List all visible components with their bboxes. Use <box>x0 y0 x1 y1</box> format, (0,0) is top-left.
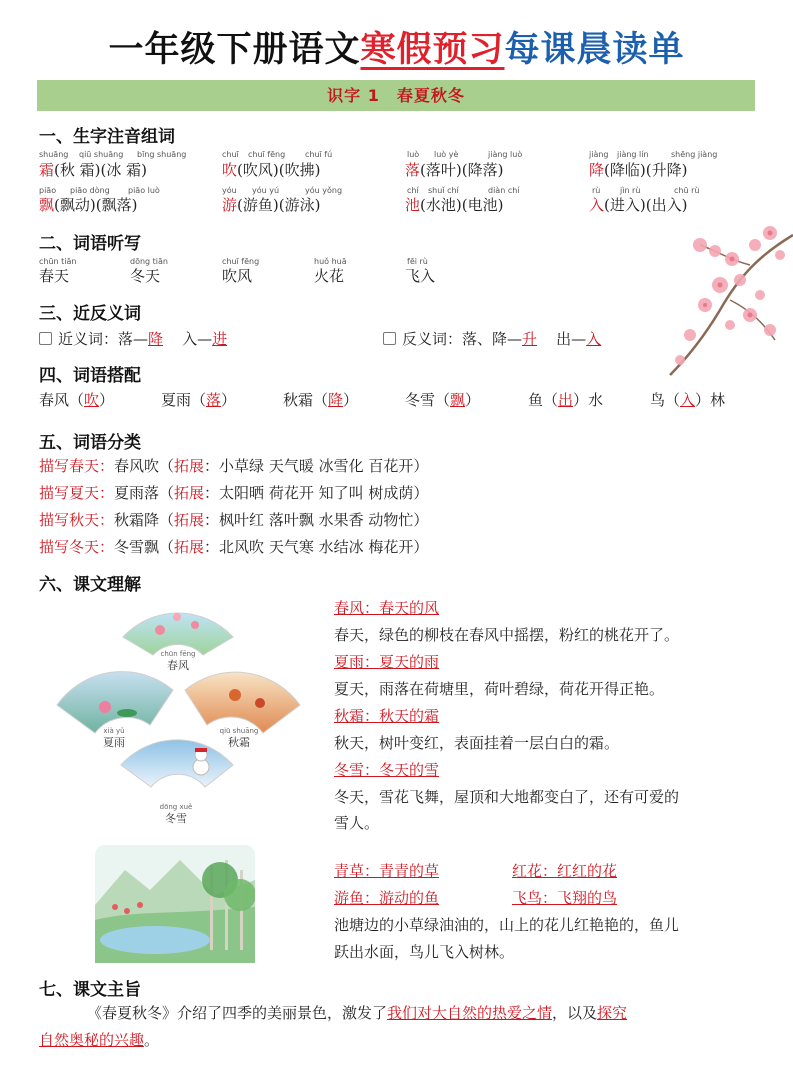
blossom-branch-decoration <box>660 215 793 385</box>
char-entry: 霜(秋 霜)(冰 霜) <box>39 161 147 179</box>
section-6-heading: 六、课文理解 <box>39 575 141 595</box>
dictation-word: 吹风 <box>222 267 253 285</box>
title-part-3: 每课晨读单 <box>504 30 685 70</box>
collocation-item: 鱼（出）水 <box>528 391 604 409</box>
collocation-item: 夏雨（落） <box>161 391 237 409</box>
dictation-word: 飞入 <box>405 267 436 285</box>
synonyms-row: 近义词：落—降 入—进 <box>39 328 227 349</box>
section-2-heading: 二、词语听写 <box>39 234 141 254</box>
note-icon <box>39 332 52 345</box>
para-text: 雪人。 <box>334 814 380 832</box>
fan-label-spring: 春风 <box>167 659 189 672</box>
collocation-item: 春风（吹） <box>39 391 115 409</box>
para-heading: 夏雨：夏天的雨 <box>334 653 440 671</box>
char-entry: 飘(飘动)(飘落) <box>39 196 138 214</box>
antonyms-row: 反义词：落、降—升 出—入 <box>383 328 601 349</box>
char-entry: 入(进入)(出入) <box>589 196 688 214</box>
title-part-1: 一年级下册语文 <box>108 30 361 70</box>
gloss-item: 飞鸟：飞翔的鸟 <box>512 889 618 907</box>
para-heading: 冬雪：冬天的雪 <box>334 761 440 779</box>
para-text: 夏天，雨落在荷塘里，荷叶碧绿，荷花开得正艳。 <box>334 680 665 698</box>
gloss-item: 青草：青青的草 <box>334 862 440 880</box>
dictation-word: 火花 <box>314 267 345 285</box>
gloss-item: 红花：红红的花 <box>512 862 618 880</box>
autumn-fan <box>185 672 300 733</box>
section-3-heading: 三、近反义词 <box>39 304 141 324</box>
section-5-heading: 五、词语分类 <box>39 433 141 453</box>
para-text: 冬天，雪花飞舞，屋顶和大地都变白了，还有可爱的 <box>334 788 680 806</box>
classification-row: 描写秋天：秋霜降（拓展：枫叶红 落叶飘 水果香 动物忙） <box>39 511 429 529</box>
collocation-item: 冬雪（飘） <box>405 391 481 409</box>
season-fans-illustration <box>55 595 305 810</box>
fan-label-autumn: 秋霜 <box>228 736 250 749</box>
spring-fan <box>123 613 233 655</box>
fan-label-winter: 冬雪 <box>165 812 187 825</box>
para-text: 跃出水面，鸟儿飞入树林。 <box>334 943 515 961</box>
char-entry: 落(落叶)(降落) <box>405 161 504 179</box>
para-text: 秋天，树叶变红，表面挂着一层白白的霜。 <box>334 734 620 752</box>
dictation-word: 冬天 <box>130 267 161 285</box>
dictation-word: 春天 <box>39 267 70 285</box>
theme-line-1: 《春夏秋冬》介绍了四季的美丽景色，激发了我们对大自然的热爱之情，以及探究 <box>87 1004 628 1022</box>
fan-pinyin: dōng xuě <box>159 803 193 811</box>
para-heading: 秋霜：秋天的霜 <box>334 707 440 725</box>
note-icon <box>383 332 396 345</box>
section-4-heading: 四、词语搭配 <box>39 366 141 386</box>
para-text: 春天，绿色的柳枝在春风中摇摆，粉红的桃花开了。 <box>334 626 680 644</box>
char-entry: 吹(吹风)(吹拂) <box>222 161 321 179</box>
gloss-item: 游鱼：游动的鱼 <box>334 889 440 907</box>
title-part-2: 寒假预习 <box>360 30 505 70</box>
classification-row: 描写春天：春风吹（拓展：小草绿 天气暖 冰雪化 百花开） <box>39 457 429 475</box>
landscape-illustration <box>95 845 255 963</box>
classification-row: 描写夏天：夏雨落（拓展：太阳晒 荷花开 知了叫 树成荫） <box>39 484 429 502</box>
char-entry: 降(降临)(升降) <box>589 161 688 179</box>
section-1-heading: 一、生字注音组词 <box>39 127 175 147</box>
collocation-item: 鸟（入）林 <box>650 391 726 409</box>
collocation-item: 秋霜（降） <box>283 391 359 409</box>
lesson-title-bar: 识字 1 春夏秋冬 <box>37 80 755 111</box>
para-heading: 春风：春天的风 <box>334 599 440 617</box>
page-title <box>0 22 793 72</box>
classification-row: 描写冬天：冬雪飘（拓展：北风吹 天气寒 水结冰 梅花开） <box>39 538 429 556</box>
fan-pinyin: xià yǔ <box>103 727 125 735</box>
char-entry: 池(水池)(电池) <box>405 196 504 214</box>
theme-line-2: 自然奥秘的兴趣。 <box>39 1031 160 1049</box>
section-7-heading: 七、课文主旨 <box>39 980 141 1000</box>
fan-label-summer: 夏雨 <box>103 736 125 749</box>
fan-pinyin: qiū shuāng <box>219 727 259 735</box>
char-entry: 游(游鱼)(游泳) <box>222 196 321 214</box>
fan-pinyin: chūn fēng <box>160 650 196 658</box>
para-text: 池塘边的小草绿油油的，山上的花儿红艳艳的，鱼儿 <box>334 916 680 934</box>
summer-fan <box>57 672 173 733</box>
